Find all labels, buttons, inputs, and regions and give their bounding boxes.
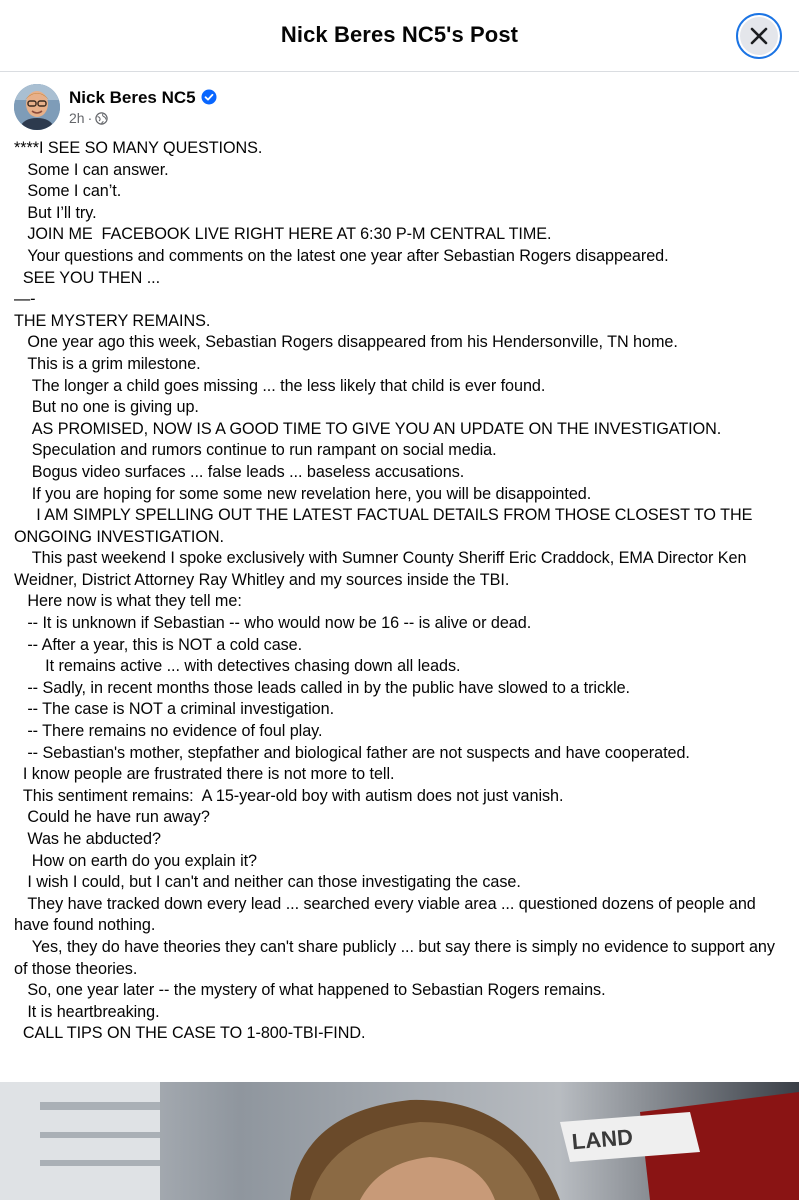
post-line: But no one is giving up.: [14, 398, 199, 417]
verified-badge-icon: [201, 89, 217, 105]
post-line: -- Sebastian's mother, stepfather and biological father are not suspects and have cooperated.: [14, 743, 690, 762]
post-line: It is heartbreaking.: [14, 1002, 160, 1021]
post-line: Here now is what they tell me:: [14, 592, 242, 611]
post-author-header: [14, 84, 774, 134]
post-line: This is a grim milestone.: [14, 354, 201, 373]
post-line: I wish I could, but I can't and neither can those investigating the case.: [14, 873, 521, 892]
author-name-text[interactable]: Nick Beres NC5: [69, 88, 196, 107]
post-line: —-: [14, 290, 36, 309]
post-line: Some I can’t.: [14, 182, 122, 201]
post-line: This past weekend I spoke exclusively with Sumner County Sheriff Eric Craddock, EMA Director Ken Weidner, District Attorney Ray Whitley and my sources inside the TBI.: [14, 549, 751, 589]
post-line: SEE YOU THEN ...: [14, 268, 161, 287]
post-line: Your questions and comments on the latest one year after Sebastian Rogers disappeared.: [14, 246, 669, 265]
photo-caption-text: LAND: [570, 1124, 634, 1155]
globe-icon: [95, 112, 108, 125]
avatar[interactable]: [14, 84, 60, 130]
close-button[interactable]: [736, 13, 782, 59]
post-line: So, one year later -- the mystery of what happened to Sebastian Rogers remains.: [14, 981, 606, 1000]
post-line: I know people are frustrated there is not more to tell.: [14, 765, 395, 784]
post-line: I AM SIMPLY SPELLING OUT THE LATEST FACTUAL DETAILS FROM THOSE CLOSEST TO THE ONGOING INVESTIGATION.: [14, 506, 757, 546]
post-header: [0, 0, 799, 72]
post-line: -- Sadly, in recent months those leads called in by the public have slowed to a trickle.: [14, 678, 630, 697]
post-line: This sentiment remains: A 15-year-old boy with autism does not just vanish.: [14, 786, 564, 805]
post-line: One year ago this week, Sebastian Rogers disappeared from his Hendersonville, TN home.: [14, 333, 678, 352]
page-title: Nick Beres NC5's Post: [280, 22, 519, 47]
author-name[interactable]: [69, 88, 217, 108]
post-line: -- It is unknown if Sebastian -- who would now be 16 -- is alive or dead.: [14, 614, 532, 633]
post-line: Some I can answer.: [14, 160, 169, 179]
post-line: THE MYSTERY REMAINS.: [14, 311, 211, 330]
post-line: JOIN ME FACEBOOK LIVE RIGHT HERE AT 6:30 P-M CENTRAL TIME.: [14, 225, 552, 244]
post-line: Yes, they do have theories they can't share publicly ... but say there is simply no evidence to support any of those theories.: [14, 937, 780, 978]
post-line: Was he abducted?: [14, 830, 161, 848]
post-timestamp[interactable]: 2h: [69, 110, 85, 126]
post-line: -- The case is NOT a criminal investigation.: [14, 700, 335, 719]
post-line: Speculation and rumors continue to run rampant on social media.: [14, 441, 497, 460]
post-line: Bogus video surfaces ... false leads ... baseless accusations.: [14, 462, 465, 481]
post-line: ****I SEE SO MANY QUESTIONS.: [14, 139, 263, 157]
post-line: If you are hoping for some some new revelation here, you will be disappointed.: [14, 484, 592, 503]
post-line: They have tracked down every lead ... searched every viable area ... questioned dozens of people and have found nothing.: [14, 894, 761, 935]
post-meta: [69, 110, 108, 126]
meta-separator: ·: [87, 110, 93, 126]
post-line: Could he have run away?: [14, 808, 210, 827]
post-line: It remains active ... with detectives chasing down all leads.: [14, 657, 461, 676]
post-photo[interactable]: [0, 1082, 799, 1200]
post-line: AS PROMISED, NOW IS A GOOD TIME TO GIVE YOU AN UPDATE ON THE INVESTIGATION.: [14, 419, 722, 438]
post-line: How on earth do you explain it?: [14, 851, 258, 870]
close-icon: [750, 27, 768, 45]
post-line: -- There remains no evidence of foul play.: [14, 722, 323, 741]
post-line: CALL TIPS ON THE CASE TO 1-800-TBI-FIND.: [14, 1024, 366, 1043]
post-line: The longer a child goes missing ... the less likely that child is ever found.: [14, 376, 546, 395]
post-line: -- After a year, this is NOT a cold case.: [14, 635, 303, 654]
post-text: [14, 138, 792, 1045]
post-line: But I’ll try.: [14, 203, 97, 222]
